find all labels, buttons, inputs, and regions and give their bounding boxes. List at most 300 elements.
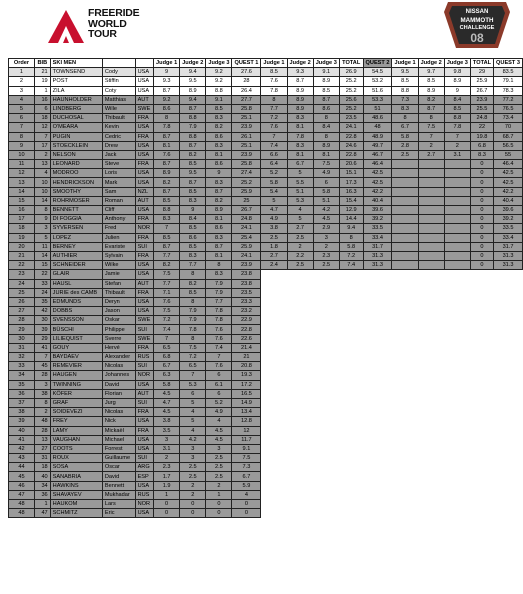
nation-cell: SUI (135, 398, 153, 407)
score-cell: 25.1 (232, 114, 261, 123)
empty-cell (363, 362, 392, 371)
empty-cell (363, 353, 392, 362)
score-cell: 7.4 (206, 343, 232, 352)
empty-cell (494, 408, 523, 417)
score-cell: 42.2 (494, 187, 523, 196)
table-row (9, 132, 523, 141)
score-cell: 33.5 (363, 224, 392, 233)
empty-cell (287, 371, 313, 380)
score-cell: 5.5 (287, 178, 313, 187)
empty-cell (363, 307, 392, 316)
empty-cell (261, 426, 287, 435)
empty-cell (339, 316, 363, 325)
order-cell: 17 (9, 215, 35, 224)
score-cell: 19.8 (470, 132, 493, 141)
score-cell: 0 (470, 160, 493, 169)
column-header: Judge 1 (392, 59, 418, 68)
nation-cell: USA (135, 68, 153, 77)
empty-cell (313, 408, 339, 417)
score-cell: 42.5 (363, 178, 392, 187)
column-header (102, 59, 135, 68)
score-cell: 9.1 (206, 95, 232, 104)
empty-cell (339, 481, 363, 490)
score-cell: 3 (180, 444, 206, 453)
empty-cell (313, 353, 339, 362)
first-name-cell: Jack (102, 150, 135, 159)
empty-cell (313, 481, 339, 490)
score-cell: 4 (180, 426, 206, 435)
score-cell: 56.5 (494, 141, 523, 150)
score-cell: 3 (313, 233, 339, 242)
empty-cell (313, 380, 339, 389)
empty-cell (287, 334, 313, 343)
empty-cell (444, 334, 470, 343)
order-cell: 9 (9, 141, 35, 150)
empty-cell (339, 353, 363, 362)
empty-cell (444, 270, 470, 279)
bib-cell: 22 (34, 270, 50, 279)
column-header (135, 59, 153, 68)
score-cell: 8.4 (180, 215, 206, 224)
score-cell (444, 169, 470, 178)
empty-cell (418, 371, 444, 380)
score-cell: 9.5 (392, 68, 418, 77)
empty-cell (339, 334, 363, 343)
order-cell: 33 (9, 362, 35, 371)
empty-cell (444, 509, 470, 518)
empty-cell (494, 316, 523, 325)
empty-cell (313, 389, 339, 398)
order-cell: 10 (9, 150, 35, 159)
score-cell: 8.3 (206, 233, 232, 242)
score-cell: 22.6 (232, 334, 261, 343)
empty-cell (494, 279, 523, 288)
score-cell: 7 (418, 132, 444, 141)
empty-cell (313, 362, 339, 371)
score-cell: 22.8 (232, 325, 261, 334)
table-row (9, 187, 523, 196)
nation-cell: USA (135, 307, 153, 316)
nation-cell: SWE (135, 334, 153, 343)
bib-cell: 16 (34, 95, 50, 104)
score-cell: 6.7 (287, 160, 313, 169)
bib-cell: 4 (34, 169, 50, 178)
column-header: QUEST 3 (494, 59, 523, 68)
score-cell: 33.4 (363, 233, 392, 242)
score-cell: 9.2 (206, 68, 232, 77)
empty-cell (392, 279, 418, 288)
bib-cell: 33 (34, 279, 50, 288)
score-cell: 1.8 (261, 242, 287, 251)
empty-cell (444, 398, 470, 407)
score-cell: 2.5 (287, 261, 313, 270)
empty-cell (313, 454, 339, 463)
score-cell: 55 (494, 150, 523, 159)
empty-cell (494, 398, 523, 407)
score-cell: 8.5 (180, 160, 206, 169)
score-cell: 2.5 (180, 472, 206, 481)
score-cell (444, 215, 470, 224)
empty-cell (444, 279, 470, 288)
table-row (9, 215, 523, 224)
score-cell: 8.1 (287, 123, 313, 132)
score-cell: 8.9 (206, 206, 232, 215)
order-cell: 7 (9, 123, 35, 132)
last-name-cell: ZILA (50, 86, 102, 95)
empty-cell (470, 325, 493, 334)
empty-cell (418, 288, 444, 297)
score-cell: 49.7 (363, 141, 392, 150)
order-cell: 28 (9, 316, 35, 325)
score-cell: 0 (206, 500, 232, 509)
order-cell: 30 (9, 334, 35, 343)
score-cell: 7.8 (287, 132, 313, 141)
empty-cell (287, 481, 313, 490)
score-cell (418, 251, 444, 260)
last-name-cell: DUCHOSAL (50, 114, 102, 123)
score-cell (392, 233, 418, 242)
empty-cell (363, 509, 392, 518)
score-cell: 9.2 (154, 95, 180, 104)
empty-cell (313, 279, 339, 288)
empty-cell (339, 472, 363, 481)
empty-cell (392, 307, 418, 316)
empty-cell (287, 288, 313, 297)
nation-cell: SUI (135, 325, 153, 334)
empty-cell (261, 417, 287, 426)
score-cell: 33.4 (494, 233, 523, 242)
empty-cell (444, 353, 470, 362)
empty-cell (470, 353, 493, 362)
score-cell: 39.6 (494, 206, 523, 215)
score-cell: 24.8 (470, 114, 493, 123)
score-cell: 7.4 (154, 325, 180, 334)
score-cell (392, 196, 418, 205)
table-row (9, 334, 523, 343)
table-row (9, 242, 523, 251)
score-cell: 8.8 (206, 86, 232, 95)
header (0, 0, 523, 56)
empty-cell (261, 270, 287, 279)
order-cell: 29 (9, 325, 35, 334)
column-header: TOTAL (470, 59, 493, 68)
empty-cell (494, 270, 523, 279)
empty-cell (418, 417, 444, 426)
score-cell: 8.2 (180, 150, 206, 159)
score-cell: 8 (418, 114, 444, 123)
nation-cell: USA (135, 206, 153, 215)
empty-cell (392, 353, 418, 362)
empty-cell (494, 307, 523, 316)
first-name-cell: Nicolas (102, 362, 135, 371)
score-cell: 8.5 (180, 187, 206, 196)
empty-cell (363, 288, 392, 297)
score-cell: 2 (418, 141, 444, 150)
score-cell: 7.8 (154, 123, 180, 132)
score-cell (418, 261, 444, 270)
score-cell: 8.5 (154, 233, 180, 242)
score-cell (392, 251, 418, 260)
score-cell: 70 (494, 123, 523, 132)
bib-cell: 18 (34, 114, 50, 123)
empty-cell (418, 463, 444, 472)
score-cell: 7.9 (180, 316, 206, 325)
column-header: Judge 3 (313, 59, 339, 68)
score-cell: 3.8 (261, 224, 287, 233)
score-cell (418, 187, 444, 196)
score-cell: 5.3 (287, 196, 313, 205)
first-name-cell: Loris (102, 169, 135, 178)
score-cell: 9.3 (287, 68, 313, 77)
first-name-cell: Matthias (102, 95, 135, 104)
empty-cell (363, 472, 392, 481)
order-cell: 8 (9, 132, 35, 141)
score-cell: 7.8 (180, 325, 206, 334)
score-cell: 77.2 (494, 95, 523, 104)
score-cell: 5.8 (261, 178, 287, 187)
table-row (9, 233, 523, 242)
score-cell: 22.8 (339, 132, 363, 141)
order-cell: 36 (9, 389, 35, 398)
score-cell: 5.4 (261, 187, 287, 196)
score-cell: 7.6 (154, 150, 180, 159)
bib-cell: 2 (34, 150, 50, 159)
empty-cell (363, 297, 392, 306)
empty-cell (392, 288, 418, 297)
empty-cell (261, 279, 287, 288)
score-cell: 2 (180, 481, 206, 490)
score-cell (418, 169, 444, 178)
empty-cell (363, 279, 392, 288)
empty-cell (339, 307, 363, 316)
score-cell: 7.9 (206, 288, 232, 297)
nation-cell: FRA (135, 160, 153, 169)
order-cell: 44 (9, 463, 35, 472)
bib-cell: 8 (34, 398, 50, 407)
score-cell: 17.3 (339, 178, 363, 187)
empty-cell (470, 472, 493, 481)
score-cell: 8.5 (392, 77, 418, 86)
score-cell: 39.6 (363, 206, 392, 215)
nation-cell: NOR (135, 500, 153, 509)
empty-cell (363, 426, 392, 435)
empty-cell (313, 463, 339, 472)
last-name-cell: STOECKLEIN (50, 141, 102, 150)
score-cell: 42.5 (363, 169, 392, 178)
score-cell: 8.2 (154, 178, 180, 187)
score-cell: 8.9 (180, 86, 206, 95)
score-cell: 79.1 (494, 77, 523, 86)
empty-cell (287, 490, 313, 499)
empty-cell (339, 398, 363, 407)
score-cell: 5 (180, 417, 206, 426)
score-cell: 31.7 (363, 242, 392, 251)
score-cell: 12.8 (232, 417, 261, 426)
first-name-cell: Sverre (102, 334, 135, 343)
score-cell: 25.4 (232, 233, 261, 242)
table-row (9, 509, 523, 518)
score-cell: 31.3 (363, 251, 392, 260)
score-cell: 2.5 (206, 463, 232, 472)
score-cell: 5.2 (261, 169, 287, 178)
score-cell: 5.8 (313, 187, 339, 196)
first-name-cell: Forrest (102, 444, 135, 453)
empty-cell (287, 270, 313, 279)
score-cell: 8.2 (180, 279, 206, 288)
empty-cell (287, 343, 313, 352)
nation-cell: USA (135, 123, 153, 132)
table-header-row (9, 59, 523, 68)
score-cell: 8.3 (206, 178, 232, 187)
nation-cell: NOR (135, 371, 153, 380)
empty-cell (287, 362, 313, 371)
bib-cell: 5 (34, 233, 50, 242)
last-name-cell: TOWNSEND (50, 68, 102, 77)
score-cell: 4.5 (206, 435, 232, 444)
score-cell: 2.5 (287, 233, 313, 242)
order-cell: 47 (9, 490, 35, 499)
score-cell: 0 (470, 224, 493, 233)
first-name-cell: Kevin (102, 123, 135, 132)
score-cell: 12.9 (339, 206, 363, 215)
score-cell: 0 (154, 500, 180, 509)
bib-cell: 10 (34, 187, 50, 196)
empty-cell (339, 389, 363, 398)
last-name-cell: DOBBS (50, 307, 102, 316)
column-header: QUEST 2 (363, 59, 392, 68)
score-cell: 4.5 (313, 215, 339, 224)
score-cell (418, 233, 444, 242)
order-cell: 19 (9, 233, 35, 242)
score-cell: 42.2 (363, 187, 392, 196)
empty-cell (494, 454, 523, 463)
table-row (9, 141, 523, 150)
last-name-cell: SHAVAYEV (50, 490, 102, 499)
nation-cell: RUS (135, 490, 153, 499)
empty-cell (444, 343, 470, 352)
results-table (8, 58, 523, 518)
order-cell: 38 (9, 408, 35, 417)
empty-cell (444, 435, 470, 444)
fwt-wordmark (88, 8, 140, 40)
order-cell: 20 (9, 242, 35, 251)
score-cell (392, 187, 418, 196)
score-cell: 29 (470, 68, 493, 77)
score-cell: 2.2 (287, 251, 313, 260)
last-name-cell: BAYDAEV (50, 353, 102, 362)
order-cell: 45 (9, 472, 35, 481)
empty-cell (392, 398, 418, 407)
last-name-cell: HAUSL (50, 279, 102, 288)
empty-cell (261, 398, 287, 407)
empty-cell (444, 408, 470, 417)
empty-cell (313, 270, 339, 279)
score-cell: 8.3 (206, 114, 232, 123)
empty-cell (313, 472, 339, 481)
score-cell: 1 (154, 490, 180, 499)
empty-cell (261, 444, 287, 453)
empty-cell (339, 270, 363, 279)
bib-cell: 18 (34, 463, 50, 472)
score-cell: 6 (206, 389, 232, 398)
score-cell: 27.6 (232, 68, 261, 77)
score-cell: 6 (313, 178, 339, 187)
nation-cell: USA (135, 481, 153, 490)
last-name-cell: DI FOGGIA (50, 215, 102, 224)
table-row (9, 325, 523, 334)
empty-cell (418, 307, 444, 316)
empty-cell (444, 380, 470, 389)
first-name-cell: Jamie (102, 270, 135, 279)
score-cell: 5.3 (180, 380, 206, 389)
score-cell (418, 178, 444, 187)
score-cell: 8.3 (206, 270, 232, 279)
score-cell: 12 (232, 426, 261, 435)
bib-cell: 9 (34, 215, 50, 224)
score-cell: 7.2 (154, 316, 180, 325)
empty-cell (313, 398, 339, 407)
empty-cell (494, 500, 523, 509)
first-name-cell: Thibault (102, 288, 135, 297)
empty-cell (418, 509, 444, 518)
score-cell: 2 (154, 454, 180, 463)
table-row (9, 270, 523, 279)
score-cell: 73.4 (494, 114, 523, 123)
score-cell (444, 178, 470, 187)
score-cell: 6 (180, 389, 206, 398)
score-cell: 4.2 (180, 435, 206, 444)
empty-cell (339, 343, 363, 352)
score-cell: 8.1 (206, 215, 232, 224)
empty-cell (287, 398, 313, 407)
nation-cell: USA (135, 169, 153, 178)
score-cell: 1 (206, 490, 232, 499)
score-cell: 9.5 (180, 77, 206, 86)
empty-cell (494, 435, 523, 444)
last-name-cell: KÖFER (50, 389, 102, 398)
empty-cell (470, 297, 493, 306)
score-cell: 9.7 (418, 68, 444, 77)
last-name-cell: SYVERSEN (50, 224, 102, 233)
last-name-cell: FREY (50, 417, 102, 426)
bib-cell: 47 (34, 509, 50, 518)
first-name-cell: Hervé (102, 343, 135, 352)
score-cell: 8.7 (180, 104, 206, 113)
last-name-cell: COOTS (50, 444, 102, 453)
bib-cell: 13 (34, 160, 50, 169)
nation-cell: FRA (135, 408, 153, 417)
score-cell: 8.7 (180, 141, 206, 150)
score-cell: 7.1 (154, 288, 180, 297)
score-cell: 3 (154, 435, 180, 444)
score-cell: 4 (180, 408, 206, 417)
table-row (9, 77, 523, 86)
empty-cell (418, 297, 444, 306)
empty-cell (470, 334, 493, 343)
first-name-cell: Florian (102, 389, 135, 398)
score-cell: 6.5 (180, 362, 206, 371)
first-name-cell: Coty (102, 86, 135, 95)
table-row (9, 343, 523, 352)
nation-cell: AUT (135, 196, 153, 205)
score-cell: 0 (470, 169, 493, 178)
empty-cell (418, 454, 444, 463)
brand-line-1: FREERIDE (88, 7, 140, 19)
score-cell: 9.8 (444, 68, 470, 77)
empty-cell (470, 490, 493, 499)
score-cell: 8.3 (392, 104, 418, 113)
last-name-cell: ROHRMOSER (50, 196, 102, 205)
